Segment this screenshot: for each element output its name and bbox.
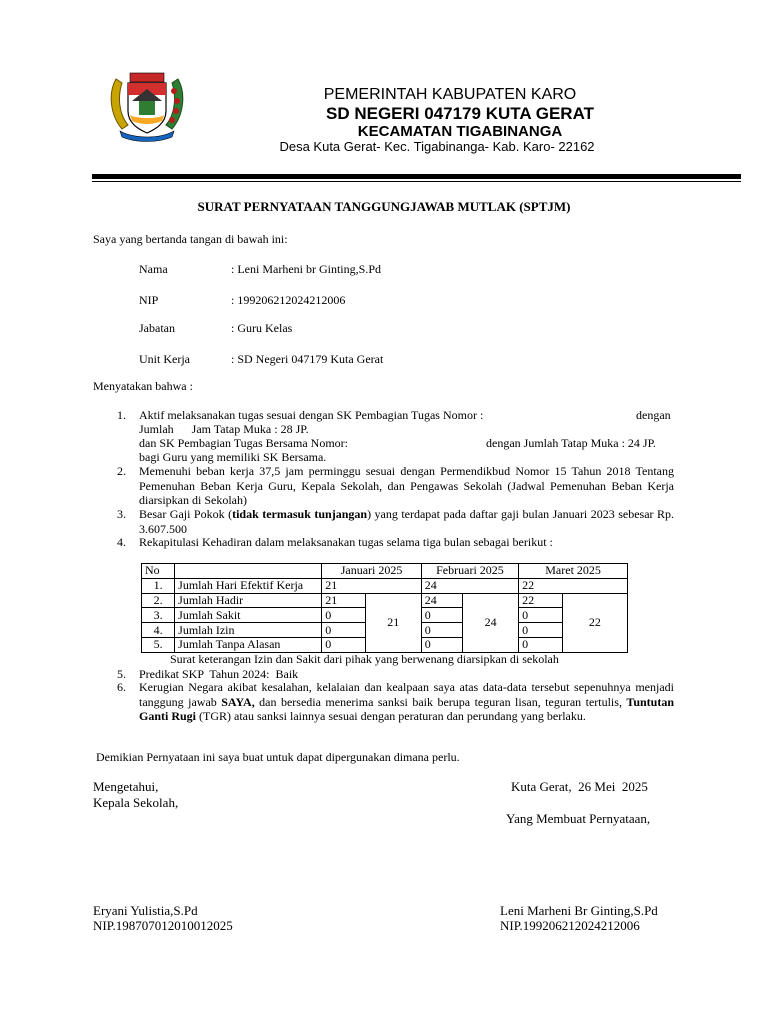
header-address: Desa Kuta Gerat- Kec. Tigabinanga- Kab. Karo- 22162	[279, 139, 595, 154]
item-1-line-b: Jumlah Jam Tatap Muka : 28 JP.	[139, 422, 309, 436]
identity-label-unit: Unit Kerja	[139, 352, 190, 366]
identity-label-position: Jabatan	[139, 321, 175, 335]
total-mar: 22	[562, 593, 627, 652]
row-number: 2.	[142, 593, 175, 608]
row-label: Jumlah Tanpa Alasan	[175, 637, 322, 652]
intro-text: Saya yang bertanda tangan di bawah ini:	[93, 232, 288, 246]
item-1-number: 1.	[117, 408, 126, 422]
table-header-no: No	[142, 564, 175, 579]
sign-right-date: Kuta Gerat, 26 Mei 2025	[511, 779, 648, 794]
item-5-text: Predikat SKP Tahun 2024: Baik	[139, 667, 299, 681]
row-feb: 0	[421, 623, 462, 638]
sign-left-role: Kepala Sekolah,	[93, 795, 179, 810]
item-4-number: 4.	[117, 535, 126, 549]
item-1-line-c: dan SK Pembagian Tugas Bersama Nomor:	[139, 436, 348, 450]
item-3-number: 3.	[117, 507, 126, 521]
row-mar: 0	[519, 637, 563, 652]
row-number: 5.	[142, 637, 175, 652]
item-1-line-a-end: dengan	[636, 408, 671, 422]
table-header-mar: Maret 2025	[519, 564, 628, 579]
total-feb: 24	[463, 593, 519, 652]
row-feb: 24	[421, 578, 518, 593]
table-note: Surat keterangan Izin dan Sakit dari pihak yang berwenang diarsipkan di sekolah	[170, 652, 559, 666]
identity-value-position: : Guru Kelas	[231, 321, 293, 335]
row-mar: 22	[519, 593, 563, 608]
row-mar: 22	[519, 578, 628, 593]
school-logo	[106, 71, 188, 143]
document-title: SURAT PERNYATAAN TANGGUNGJAWAB MUTLAK (SPTJM)	[197, 199, 571, 214]
sign-left-name: Eryani Yulistia,S.Pd	[93, 903, 198, 918]
row-number: 4.	[142, 623, 175, 638]
item-1-line-d: bagi Guru yang memiliki SK Bersama.	[139, 450, 327, 464]
identity-label-name: Nama	[139, 262, 168, 276]
sign-left-nip: NIP.198707012010012025	[93, 918, 233, 933]
item-6-text: Kerugian Negara akibat kesalahan, kelalaian dan kealpaan saya atas data-data tersebut sepenuhnya menjadi tanggung jawab SAYA, dan bersedia menerima sanksi baik berupa teguran lisan, teguran tertulis, Tuntutan Ganti Rugi (TGR) atau sanksi lainnya sesuai dengan peraturan dan perundang yang berlaku.	[139, 680, 675, 724]
row-jan: 0	[322, 623, 366, 638]
sign-left-acknowledge: Mengetahui,	[93, 779, 159, 794]
table-header-row	[142, 564, 628, 579]
row-jan: 0	[322, 608, 366, 623]
header-divider-thin	[92, 181, 741, 182]
row-mar: 0	[519, 623, 563, 638]
row-number: 1.	[142, 578, 175, 593]
item-3-text: Besar Gaji Pokok (tidak termasuk tunjangan) yang terdapat pada daftar gaji bulan Januari 2023 sebesar Rp. 3.607.500	[139, 507, 675, 536]
table-header-jan: Januari 2025	[322, 564, 421, 579]
table-row	[142, 593, 628, 608]
item-4-text: Rekapitulasi Kehadiran dalam melaksanakan tugas selama tiga bulan sebagai berikut :	[139, 535, 553, 549]
item-6-bold-tgr: Tuntutan Ganti Rugi	[139, 694, 675, 724]
item-1-line-c-end: dengan Jumlah Tatap Muka : 24 JP.	[486, 436, 656, 450]
header-government: PEMERINTAH KABUPATEN KARO	[323, 86, 577, 103]
row-feb: 0	[421, 637, 462, 652]
item-2-number: 2.	[117, 464, 126, 478]
row-label: Jumlah Izin	[175, 623, 322, 638]
sign-right-name: Leni Marheni Br Ginting,S.Pd	[500, 903, 658, 918]
item-2-text: Memenuhi beban kerja 37,5 jam perminggu sesuai dengan Permendikbud Nomor 15 Tahun 2018 Tentang Pemenuhan Beban Kerja Guru, Kepala Sekolah, dan Pengawas Sekolah (Jadwal Pemenuhan Beban Kerja diarsipkan di Sekolah)	[139, 464, 674, 508]
item-5-number: 5.	[117, 667, 126, 681]
sign-right-role: Yang Membuat Pernyataan,	[506, 811, 651, 826]
table-header-item	[175, 564, 322, 579]
row-number: 3.	[142, 608, 175, 623]
header-district: KECAMATAN TIGABINANGA	[357, 123, 563, 140]
row-jan: 21	[322, 578, 421, 593]
item-6-bold-saya: SAYA,	[221, 694, 255, 709]
item-1-line-a: Aktif melaksanakan tugas sesuai dengan SK Pembagian Tugas Nomor :	[139, 408, 484, 422]
row-label: Jumlah Sakit	[175, 608, 322, 623]
total-jan: 21	[365, 593, 421, 652]
table-header-feb: Februari 2025	[421, 564, 518, 579]
table-row	[142, 578, 628, 593]
identity-label-nip: NIP	[139, 293, 159, 307]
item-6-number: 6.	[117, 680, 126, 694]
row-jan: 21	[322, 593, 366, 608]
attendance-table	[141, 563, 628, 653]
row-mar: 0	[519, 608, 563, 623]
sign-right-nip: NIP.199206212024212006	[500, 918, 640, 933]
closing-text: Demikian Pernyataan ini saya buat untuk dapat dipergunakan dimana perlu.	[93, 750, 460, 764]
identity-value-unit: : SD Negeri 047179 Kuta Gerat	[231, 352, 384, 366]
declare-text: Menyatakan bahwa :	[93, 379, 193, 393]
identity-value-name: : Leni Marheni br Ginting,S.Pd	[231, 262, 381, 276]
header-school-name: SD NEGERI 047179 KUTA GERAT	[326, 104, 594, 123]
item-3-bold: tidak termasuk tunjangan	[232, 507, 368, 521]
row-feb: 0	[421, 608, 462, 623]
header-divider-thick	[92, 174, 741, 179]
row-feb: 24	[421, 593, 462, 608]
identity-value-nip: : 199206212024212006	[231, 293, 346, 307]
row-jan: 0	[322, 637, 366, 652]
row-label: Jumlah Hari Efektif Kerja	[175, 578, 322, 593]
row-label: Jumlah Hadir	[175, 593, 322, 608]
